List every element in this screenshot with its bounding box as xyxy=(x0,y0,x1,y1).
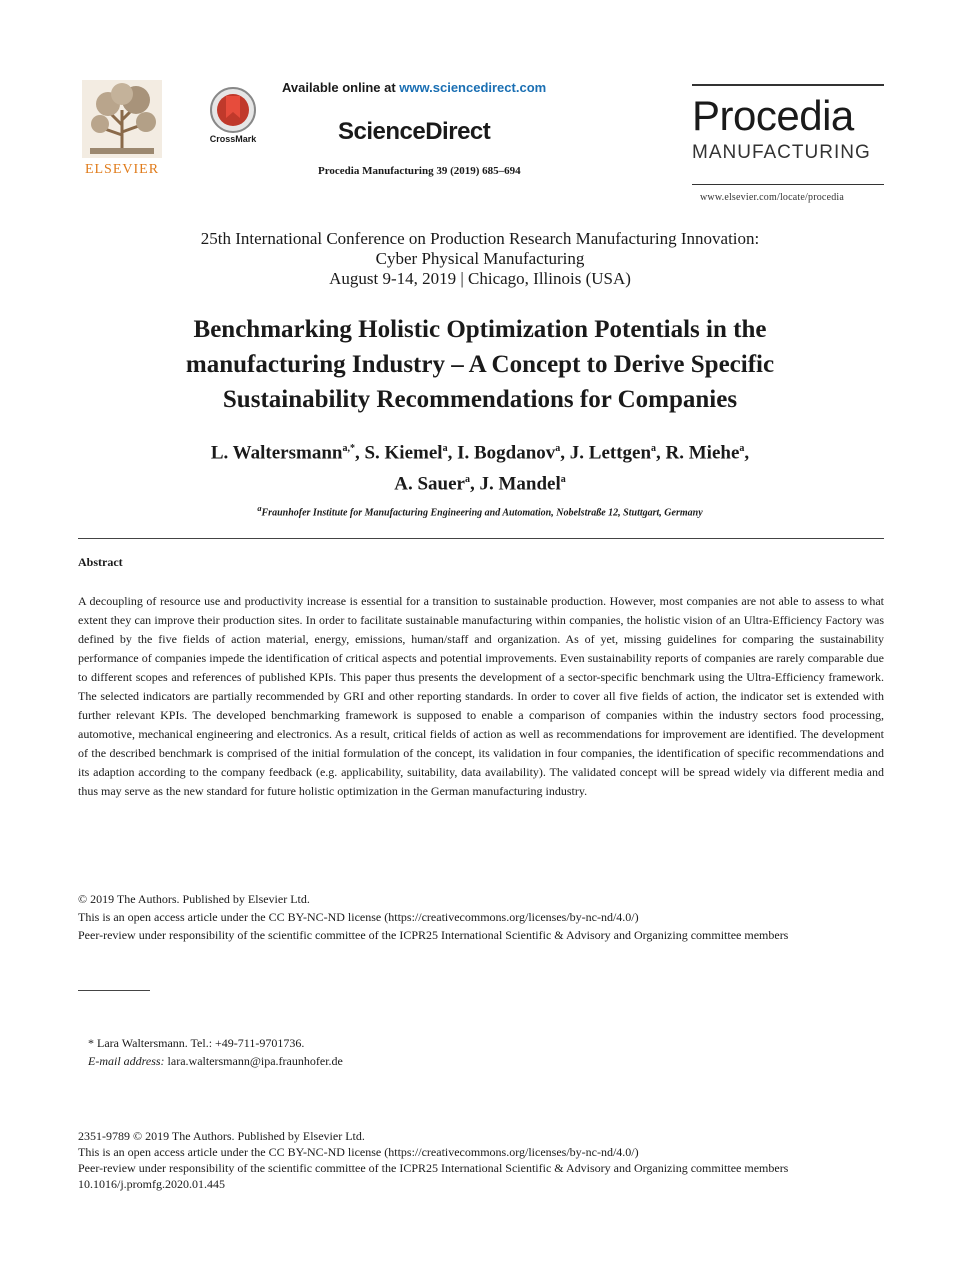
author-list xyxy=(80,435,880,498)
author-sup: a xyxy=(739,443,745,454)
bottom-oa-prefix: This is an open access article under the CC BY-NC-ND license ( xyxy=(78,1145,389,1159)
authors-line-1: L. Waltersmann$^{a,*}$, S. Kiemel$^a$, I. Bogdanov$^a$, J. Lettgen$^a$, R. Miehe$^a$, xyxy=(210,442,750,464)
bottom-oa-line xyxy=(78,1144,884,1160)
procedia-logo xyxy=(692,94,892,164)
procedia-url[interactable]: www.elsevier.com/locate/procedia xyxy=(700,192,845,203)
oa-prefix: This is an open access article under the CC BY-NC-ND license ( xyxy=(78,910,389,924)
author-sup: a xyxy=(560,474,566,486)
author-lettgen: , J. Lettgen xyxy=(560,442,652,464)
journal-reference: Procedia Manufacturing 39 (2019) 685–694 xyxy=(318,165,521,177)
bottom-license-link[interactable]: https://creativecommons.org/licenses/by-nc-nd/4.0/ xyxy=(388,1145,635,1159)
abstract-rule xyxy=(78,538,884,539)
email-label: E-mail address: xyxy=(88,1054,165,1068)
bottom-info xyxy=(78,1128,884,1192)
issn-line: 2351-9789 © 2019 The Authors. Published by Elsevier Ltd. xyxy=(78,1129,365,1143)
bottom-oa-suffix: ) xyxy=(634,1145,639,1159)
crossmark-badge[interactable] xyxy=(204,86,262,148)
copyright-line: © 2019 The Authors. Published by Elsevier Ltd. xyxy=(78,892,310,906)
affiliation xyxy=(80,504,880,518)
author-sup: a xyxy=(442,443,448,454)
abstract-text: A decoupling of resource use and productivity increase is essential for a transition to sustainable production. However, most companies are not able to assess to what extent they can improve their production sites. In order to facilitate sustainable manufacturing within companies, the holistic vision of an Ultra-Efficiency Factory was defined by the five fields of action material, energy, emissions, human/staff and organization. As of yet, missing guidelines for comparing the sustainability performance of companies impede the identification of critical aspects and potential improvements. Even sustainability reports of companies are rarely comparable due to different scopes and references of published KPIs. This paper thus presents the development of a sector-specific benchmark using the Ultra-Efficiency framework. The selected indicators are partially recommended by GRI and other reporting standards. In order to cover all five fields of action, the indicator set is extended with further relevant KPIs. The developed benchmarking framework is supposed to enable a comparison of companies within the industry sectors food processing, automotive, mechanical engineering and electronics. As a result, critical fields of action as well as recommendations for improvement are identified. The development of the described benchmark is comprised of the initial formulation of the concept, its validation in four companies, the identification of specific recommendations and its adaption according to the company feedback (e.g. applicability, suitability, data availability). The validated concept will be spread widely via different media and thus may serve as the new standard for future holistic optimization in the German manufacturing industry. xyxy=(78,594,884,798)
peer-review-line: Peer-review under responsibility of the scientific committee of the ICPR25 International Scientific & Advisory and Organizing committee members xyxy=(78,928,789,942)
conference-info xyxy=(80,229,880,289)
corresponding-author: * Lara Waltersmann. Tel.: +49-711-9701736. xyxy=(88,1036,305,1050)
bottom-peer-review: Peer-review under responsibility of the scientific committee of the ICPR25 International Scientific & Advisory and Organizing committee members xyxy=(78,1161,789,1175)
procedia-rule xyxy=(692,184,884,185)
procedia-title: Procedia xyxy=(692,92,854,139)
sciencedirect-logo: ScienceDirect xyxy=(338,118,491,145)
oa-suffix: ) xyxy=(634,910,639,924)
author-sauer: A. Sauer xyxy=(394,473,465,495)
available-prefix: Available online at xyxy=(282,80,400,95)
author-bogdanov: , I. Bogdanov xyxy=(447,442,556,464)
license-link[interactable]: https://creativecommons.org/licenses/by-nc-nd/4.0/ xyxy=(388,910,635,924)
author-miehe: , R. Miehe xyxy=(656,442,740,464)
elsevier-tree-icon xyxy=(82,80,162,158)
email-line xyxy=(88,1052,343,1070)
header-rule xyxy=(692,84,884,86)
author-kiemel: , S. Kiemel xyxy=(354,442,443,464)
abstract-heading: Abstract xyxy=(78,555,123,569)
affiliation-sup: a xyxy=(257,504,262,513)
title-line-3: Sustainability Recommendations for Companies xyxy=(222,386,738,413)
title-line-2: manufacturing Industry – A Concept to Derive Specific xyxy=(185,351,775,378)
elsevier-logo xyxy=(78,80,166,180)
conference-line-2: Cyber Physical Manufacturing xyxy=(375,249,585,268)
author-sup: a xyxy=(555,443,561,454)
available-online xyxy=(282,80,602,95)
doi[interactable]: 10.1016/j.promfg.2020.01.445 xyxy=(78,1177,225,1191)
conference-line-3: August 9-14, 2019 | Chicago, Illinois (USA) xyxy=(329,269,631,288)
author-sup: a xyxy=(464,474,470,486)
open-access-line xyxy=(78,908,884,926)
elsevier-wordmark: ELSEVIER xyxy=(84,162,160,177)
conference-line-1: 25th International Conference on Production Research Manufacturing Innovation: xyxy=(200,229,760,248)
email-address[interactable]: lara.waltersmann@ipa.fraunhofer.de xyxy=(164,1054,343,1068)
author-mandel: , J. Mandel xyxy=(469,473,561,495)
footnote-rule xyxy=(78,990,150,991)
authors-line-2 xyxy=(80,466,880,497)
title-line-1: Benchmarking Holistic Optimization Potentials in the xyxy=(193,316,767,343)
paper-title xyxy=(80,312,880,417)
footnote xyxy=(88,1034,343,1070)
affiliation-text: Fraunhofer Institute for Manufacturing Engineering and Automation, Nobelstraße 12, Stuttgart, Germany xyxy=(261,507,703,519)
sciencedirect-link[interactable]: www.sciencedirect.com xyxy=(399,80,547,95)
procedia-subtitle: MANUFACTURING xyxy=(692,142,871,163)
author-sup: a xyxy=(651,443,657,454)
author-waltersmann: L. Waltersmann xyxy=(210,442,343,464)
crossmark-label: CrossMark xyxy=(209,134,257,144)
license-block xyxy=(78,890,884,944)
crossmark-icon xyxy=(204,86,262,134)
author-sup: a,* xyxy=(342,443,355,454)
